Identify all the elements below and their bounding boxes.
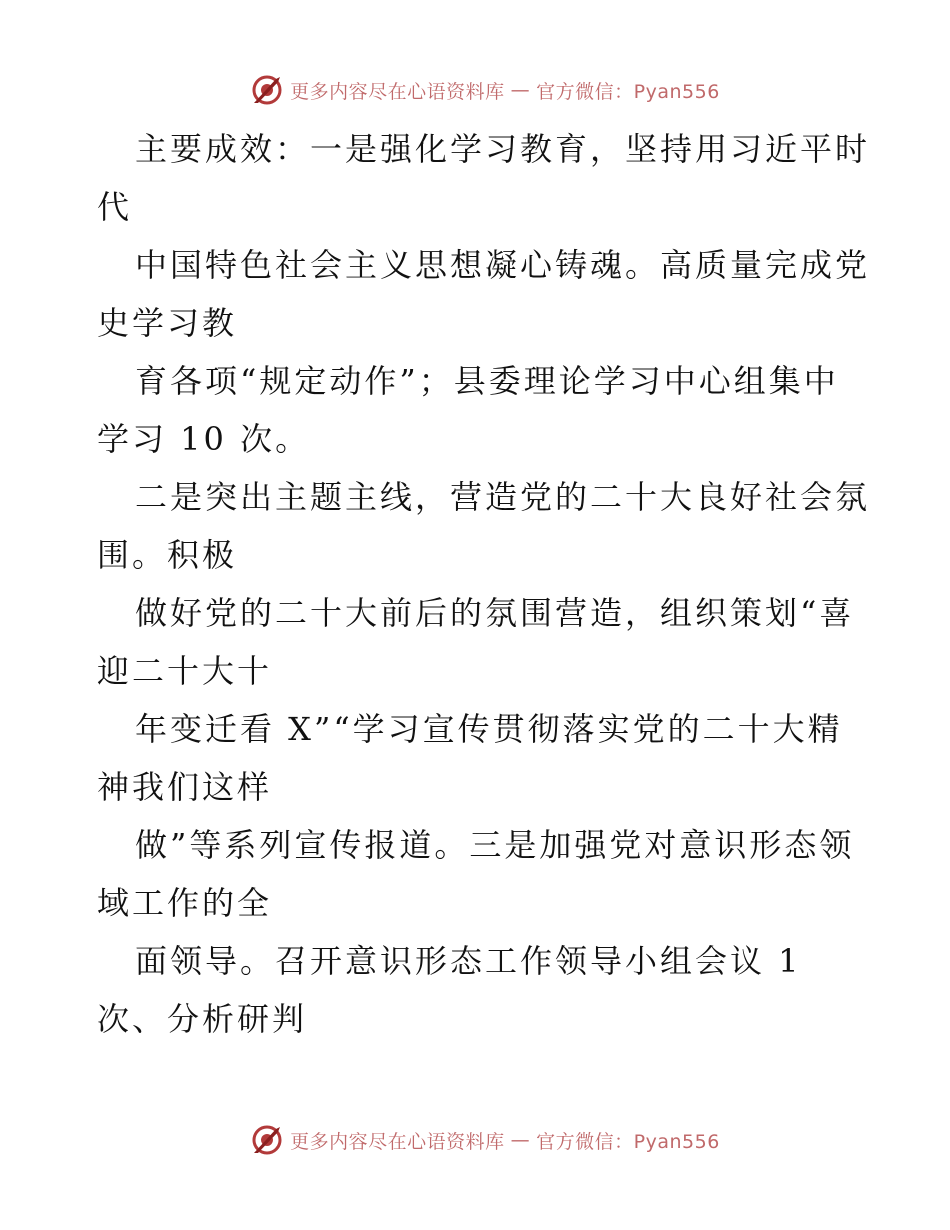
text-line: 二是突出主题主线，营造党的二十大良好社会氛 [135,478,871,516]
watermark-wechat-text: 官方微信：Pyan556 [536,1130,720,1153]
text-line: 围。积极 [97,536,238,574]
text-line: 主要成效：一是强化学习教育，坚持用习近平时 [135,130,871,168]
watermark-banner [250,73,720,107]
quill-logo-icon [250,1123,284,1157]
text-line: 面领导。召开意识形态工作领导小组会议 1 [135,942,802,980]
watermark-header [0,70,950,110]
text-line: 年变迁看 X”“学习宣传贯彻落实党的二十大精 [135,710,843,748]
text-line: 中国特色社会主义思想凝心铸魂。高质量完成党 [135,246,871,284]
watermark-footer [0,1120,950,1160]
text-line: 史学习教 [97,304,238,342]
watermark-separator: — [510,79,531,101]
text-line: 域工作的全 [97,884,273,922]
text-line: 做好党的二十大前后的氛围营造，组织策划“喜 [135,594,855,632]
text-line: 学习 10 次。 [97,420,311,458]
quill-logo-icon [250,73,284,107]
text-line: 育各项“规定动作”；县委理论学习中心组集中 [135,362,839,400]
document-body [97,120,871,1048]
watermark-brand-text: 更多内容尽在心语资料库 [290,1130,505,1153]
text-line: 做”等系列宣传报道。三是加强党对意识形态领 [135,826,855,864]
watermark-wechat-text: 官方微信：Pyan556 [536,80,720,103]
watermark-brand-text: 更多内容尽在心语资料库 [290,80,505,103]
watermark-separator: — [510,1129,531,1151]
text-line: 神我们这样 [97,768,273,806]
text-line: 代 [97,188,133,226]
text-line: 迎二十大十 [97,652,273,690]
watermark-banner [250,1123,720,1157]
text-line: 次、分析研判 [97,1000,308,1038]
